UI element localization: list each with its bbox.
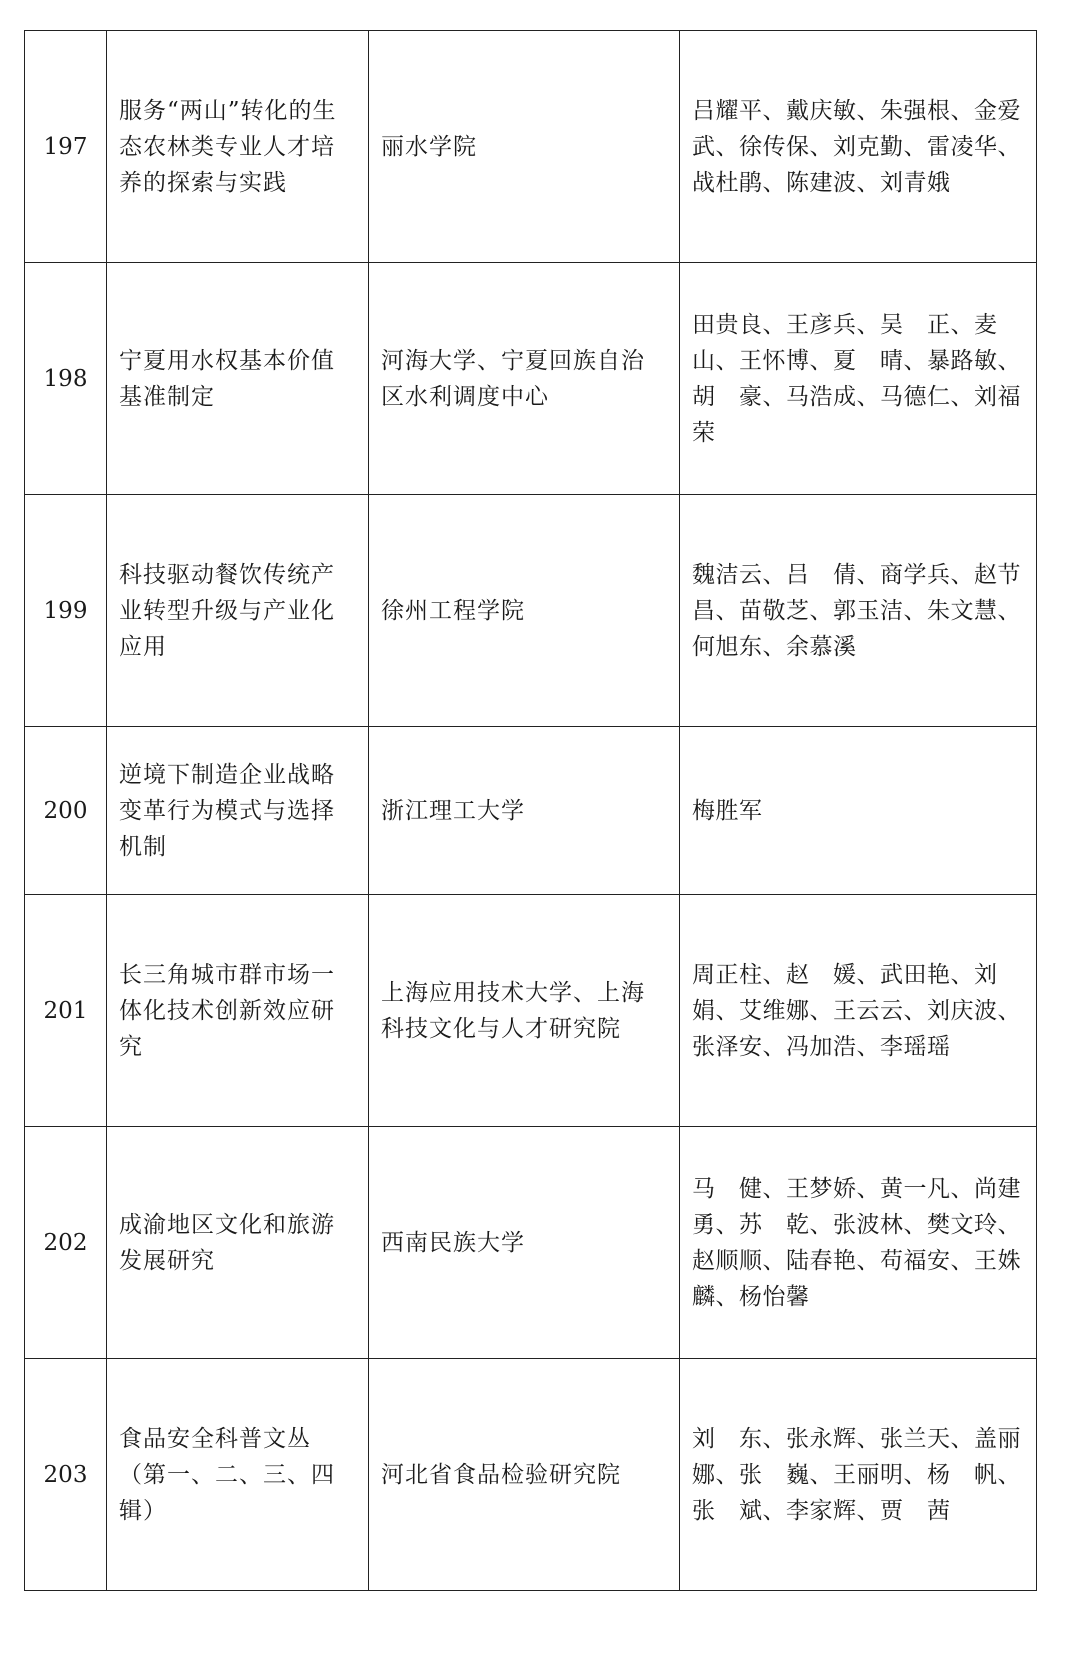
- table-row: [25, 1359, 1037, 1591]
- completing-unit: 上海应用技术大学、上海科技文化与人才研究院: [369, 895, 680, 1127]
- completing-unit: 河北省食品检验研究院: [369, 1359, 680, 1591]
- completing-unit: 西南民族大学: [369, 1127, 680, 1359]
- completing-people: 田贵良、王彦兵、吴 正、麦山、王怀博、夏 晴、暴路敏、胡 豪、马浩成、马德仁、刘福荣: [680, 263, 1037, 495]
- row-number: 201: [25, 895, 107, 1127]
- completing-people: 刘 东、张永辉、张兰天、盖丽娜、张 巍、王丽明、杨 帆、张 斌、李家辉、贾 茜: [680, 1359, 1037, 1591]
- table-row: [25, 495, 1037, 727]
- row-number: 197: [25, 31, 107, 263]
- row-number: 198: [25, 263, 107, 495]
- completing-unit: 河海大学、宁夏回族自治区水利调度中心: [369, 263, 680, 495]
- table-row: [25, 1127, 1037, 1359]
- completing-people: 魏洁云、吕 倩、商学兵、赵节昌、苗敬芝、郭玉洁、朱文慧、何旭东、余慕溪: [680, 495, 1037, 727]
- row-number: 202: [25, 1127, 107, 1359]
- project-title: 逆境下制造企业战略变革行为模式与选择机制: [107, 727, 369, 895]
- table-row: [25, 263, 1037, 495]
- project-title: 宁夏用水权基本价值基准制定: [107, 263, 369, 495]
- row-number: 203: [25, 1359, 107, 1591]
- table-row: [25, 895, 1037, 1127]
- completing-unit: 徐州工程学院: [369, 495, 680, 727]
- awards-table: [24, 30, 1037, 1591]
- completing-people: 马 健、王梦娇、黄一凡、尚建勇、苏 乾、张波林、樊文玲、赵顺顺、陆春艳、苟福安、王姝麟、杨怡馨: [680, 1127, 1037, 1359]
- row-number: 199: [25, 495, 107, 727]
- table-row: [25, 31, 1037, 263]
- project-title: 食品安全科普文丛（第一、二、三、四辑）: [107, 1359, 369, 1591]
- completing-people: 吕耀平、戴庆敏、朱强根、金爱武、徐传保、刘克勤、雷凌华、战杜鹃、陈建波、刘青娥: [680, 31, 1037, 263]
- project-title: 成渝地区文化和旅游发展研究: [107, 1127, 369, 1359]
- completing-people: 梅胜军: [680, 727, 1037, 895]
- completing-people: 周正柱、赵 媛、武田艳、刘娟、艾维娜、王云云、刘庆波、张泽安、冯加浩、李瑶瑶: [680, 895, 1037, 1127]
- project-title: 科技驱动餐饮传统产业转型升级与产业化应用: [107, 495, 369, 727]
- completing-unit: 浙江理工大学: [369, 727, 680, 895]
- project-title: 服务“两山”转化的生态农林类专业人才培养的探索与实践: [107, 31, 369, 263]
- completing-unit: 丽水学院: [369, 31, 680, 263]
- row-number: 200: [25, 727, 107, 895]
- table-row: [25, 727, 1037, 895]
- project-title: 长三角城市群市场一体化技术创新效应研究: [107, 895, 369, 1127]
